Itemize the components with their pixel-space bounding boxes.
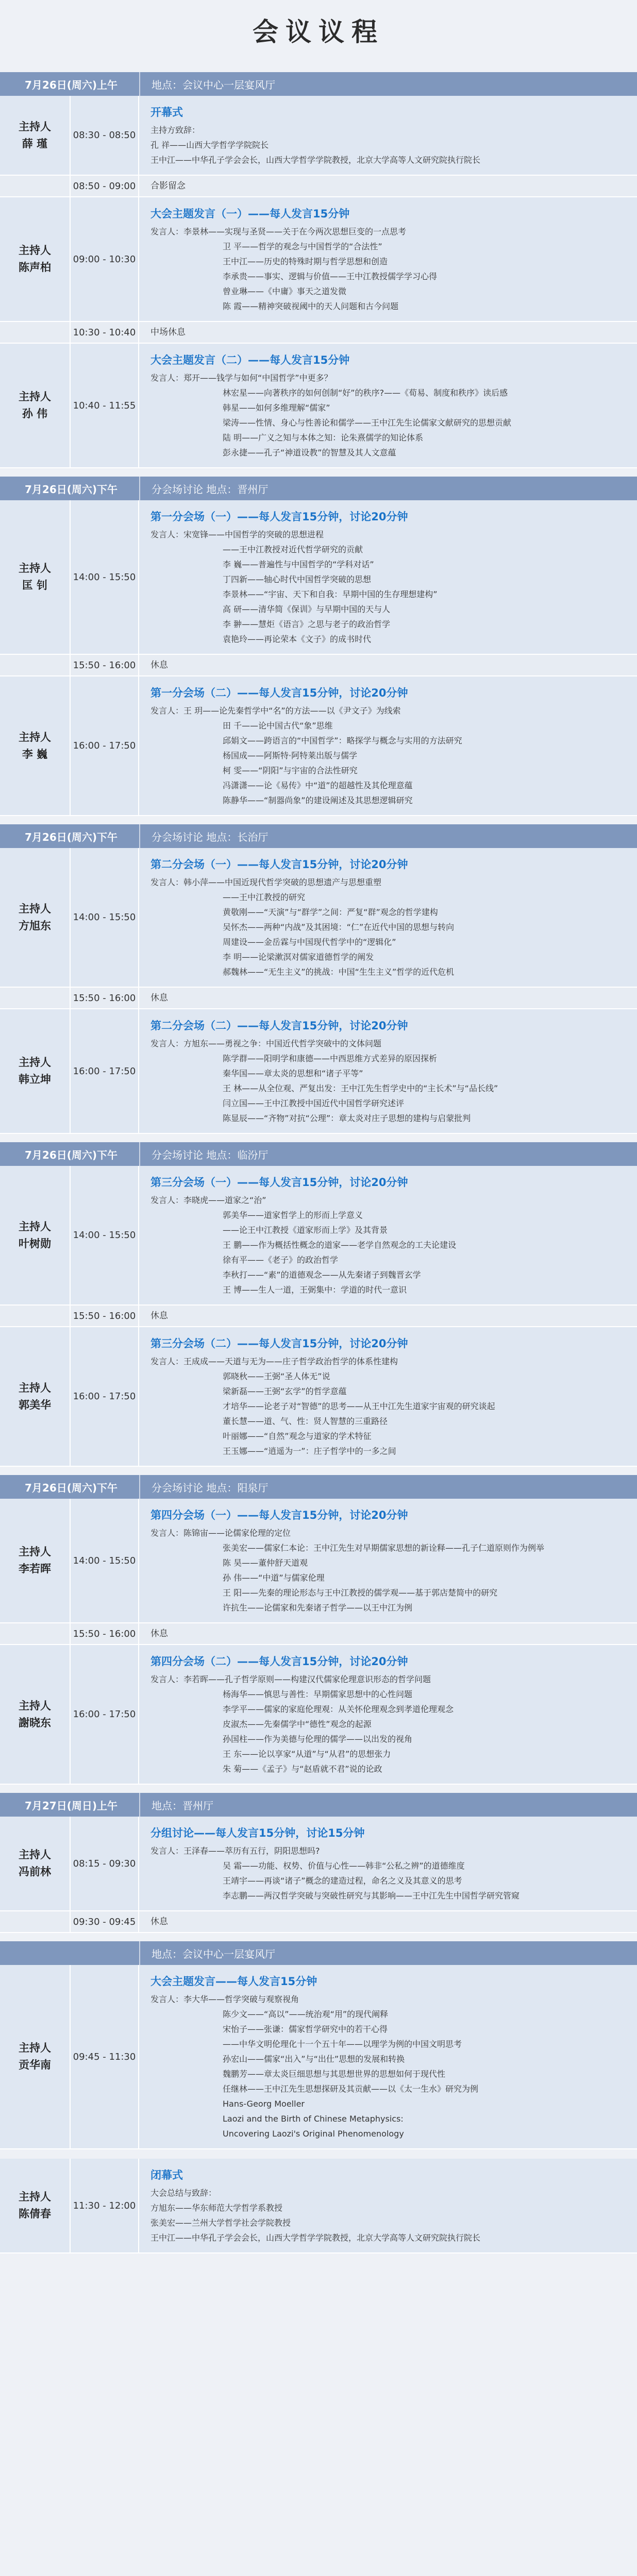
speaker-line: 王 博——生人一道，王弼集中：学道的时代一意识 [223,1285,407,1295]
time-cell: 16:00 - 17:50 [70,1645,139,1784]
day-header [0,1941,637,1965]
host-label: 主持人 [19,1699,51,1712]
speaker-line: 发言人：郑开——钱学与如何“中国哲学”中更多？ [150,373,332,383]
break-row [0,322,637,344]
speaker-line: 郭美华——道家哲学上的形而上学意义 [223,1210,363,1220]
time-cell: 11:30 - 12:00 [70,2159,139,2252]
session-row [0,197,637,322]
speaker-line: 发言人：李晓虎——道家之“治” [150,1195,266,1205]
speaker-line: ——王中江教授的研究 [223,892,306,902]
host-cell [0,1009,70,1133]
host-name: 薛 瑾 [22,137,48,150]
speaker-line: 杨国成——阿斯特·阿特莱出版与儒学 [223,751,358,760]
speaker-line: 郭晓秋——王弼“圣人体无”说 [223,1371,330,1381]
speaker-line: 陈少文——“高以”——统治观“用”的现代阐释 [223,2009,389,2019]
speaker-line: 发言人：陈锦宙——论儒家伦理的定位 [150,1528,291,1538]
day-venue: 分会场讨论 地点：阳泉厅 [139,1475,268,1499]
speaker-line: 孙宏山——儒家“出入”与“出仕”思想的发展和转换 [223,2054,405,2064]
speaker-line: 王靖宇——再谈“诸子”概念的建造过程，命名之义及其意义的思考 [223,1876,462,1886]
day-venue: 地点：晋州厅 [139,1793,213,1817]
speaker-line: 陈 霞——精神突破视阈中的天人问题和古今问题 [223,301,399,311]
speaker-line: 彭永捷——孔子“神道设教”的智慧及其人文意蕴 [223,448,396,457]
host-cell [0,1327,70,1466]
day-header [0,477,637,500]
host-label: 主持人 [19,1220,51,1233]
speaker-line: 卫 平——哲学的观念与中国哲学的“合法性” [223,242,382,251]
time-cell: 08:50 - 09:00 [70,176,139,196]
break-row [0,655,637,676]
session-title: 第四分会场（一）——每人发言15分钟，讨论20分钟 [150,1509,408,1521]
host-name: 陈倩春 [19,2208,51,2220]
session-title: 闭幕式 [150,2169,183,2181]
time-cell: 08:30 - 08:50 [70,96,139,175]
speaker-line: 任继林——王中江先生思想探研及其贡献——以《太一生水》研究为例 [223,2084,479,2094]
speaker-line: 邱娟文——跨语言的“中国哲学”：略探学与概念与实用的方法研究 [223,736,462,745]
day-section [0,1793,637,1933]
session-detail [139,500,637,654]
speaker-line: 陆 明——广义之知与本体之知：论朱熹儒学的知论体系 [223,433,424,443]
day-section [0,1475,637,1785]
day-date: 7月27日(周日)上午 [25,1799,118,1812]
speaker-line: 郝魏林——“无生主义”的挑战：中国“生生主义”哲学的近代危机 [223,967,455,977]
break-row [0,1623,637,1645]
speaker-line: ——王中江教授对近代哲学研究的贡献 [223,545,363,554]
speaker-line: 方旭东——华东师范大学哲学系教授 [150,2203,283,2213]
session-title: 第一分会场（二）——每人发言15分钟，讨论20分钟 [150,687,408,699]
break-row [0,988,637,1009]
spacer [0,2149,637,2159]
host-cell-empty [0,655,70,675]
day-date: 7月26日(周六)下午 [25,483,118,496]
session-detail [139,1009,637,1133]
speaker-line: Laozi and the Birth of Chinese Metaphysics: [223,2114,404,2124]
host-name: 李若晖 [19,1563,51,1575]
host-name: 冯前林 [19,1866,51,1878]
day-header [0,1475,637,1499]
break-row [0,176,637,197]
host-label: 主持人 [19,1381,51,1394]
session-row [0,1645,637,1785]
speaker-line: 梁新磊——王弼“玄学”的哲学意蕴 [223,1386,347,1396]
speaker-line: 发言人：王 玥——论先秦哲学中“名”的方法——以《尹文子》为线索 [150,706,401,716]
session-row [0,500,637,655]
host-label: 主持人 [19,562,51,575]
speaker-line: 袁艳玲——再论荣本《文子》的成书时代 [223,634,372,644]
break-label: 休息 [150,1628,168,1639]
speaker-line: 高 研——清华简《保训》与早期中国的天与人 [223,604,391,614]
host-cell [0,1965,70,2148]
day-venue: 地点：会议中心一层宴风厅 [139,72,275,96]
time-cell: 14:00 - 15:50 [70,1499,139,1622]
host-name: 謝晓东 [19,1716,51,1729]
speaker-line: 主持方致辞： [150,125,200,135]
day-date: 7月26日(周六)下午 [25,1481,118,1494]
break-row [0,1306,637,1327]
break-label: 合影留念 [150,180,186,191]
speaker-line: 闫立国——王中江教授中国近代中国哲学研究述评 [223,1098,405,1108]
speaker-line: 王中江——中华孔子学会会长，山西大学哲学学院教授，北京大学高等人文研究院执行院长 [150,155,481,165]
host-cell [0,848,70,987]
speaker-line: 陈 昊——董仲舒天道观 [223,1558,308,1568]
session-row [0,2159,637,2253]
session-title: 大会主题发言（一）——每人发言15分钟 [150,208,350,220]
break-row [0,1911,637,1933]
speaker-line: 李志鹏——两汉哲学突破与突破性研究与其影响——王中江先生中国哲学研究管窥 [223,1891,520,1901]
session-detail [139,1499,637,1622]
host-name: 陈声柏 [19,261,51,274]
host-label: 主持人 [19,1849,51,1861]
time-cell: 09:45 - 11:30 [70,1965,139,2148]
host-cell [0,1817,70,1910]
host-label: 主持人 [19,2042,51,2055]
session-detail [139,197,637,321]
speaker-line: 李秋打——“素”的道德观念——从先秦诸子到魏晋玄学 [223,1270,421,1280]
session-title: 大会主题发言（二）——每人发言15分钟 [150,354,350,366]
time-cell: 15:50 - 16:00 [70,655,139,675]
speaker-line: 孙国柱——作为美德与伦理的儒学——以出发的视角 [223,1734,413,1744]
speaker-line: 陈显辰——“齐物”对抗“公理”：章太炎对庄子思想的建构与启蒙批判 [223,1113,471,1123]
speaker-line: 宋怡子——张谦：儒家哲学研究中的若干心得 [223,2024,388,2034]
host-name: 匡 钊 [22,579,48,591]
session-title: 开幕式 [150,106,183,118]
session-title: 第三分会场（一）——每人发言15分钟，讨论20分钟 [150,1176,408,1189]
time-cell: 15:50 - 16:00 [70,1306,139,1326]
host-cell-empty [0,1306,70,1326]
speaker-line: 李学平——儒家的家庭伦理观：从关怀伦理观念到孝道伦理观念 [223,1704,454,1714]
time-cell: 10:30 - 10:40 [70,322,139,343]
speaker-line: 秦华国——章太炎的思想和“诸子平等” [223,1069,363,1078]
session-detail [139,2159,637,2252]
break-label: 休息 [150,992,168,1003]
session-row [0,96,637,176]
session-title: 第二分会场（二）——每人发言15分钟，讨论20分钟 [150,1020,408,1032]
session-detail [139,848,637,987]
time-cell: 16:00 - 17:50 [70,676,139,815]
host-cell [0,676,70,815]
speaker-line: 李 翀——慧炬《语言》之思与老子的政治哲学 [223,619,391,629]
time-cell: 14:00 - 15:50 [70,848,139,987]
speaker-line: 大会总结与致辞： [150,2188,217,2198]
host-cell [0,1499,70,1622]
speaker-line: 孙 伟——“中道”与儒家伦理 [223,1573,325,1583]
time-cell: 16:00 - 17:50 [70,1009,139,1133]
host-cell-empty [0,322,70,343]
speaker-line: 王 东——论以享家“从道”与“从君”的思想张力 [223,1749,391,1759]
speaker-line: 韩星——如何多维理解“儒家” [223,403,330,413]
time-cell: 10:40 - 11:55 [70,344,139,467]
speaker-line: 发言人：宋宽锋——中国哲学的突破的思想进程 [150,530,324,539]
speaker-line: 吴 霜——功能、权势、价值与心性——韩非“公私之辨”的道德维度 [223,1861,465,1871]
day-section [0,72,637,468]
day-section [0,1941,637,2253]
host-cell [0,500,70,654]
time-cell: 14:00 - 15:50 [70,500,139,654]
speaker-line: 发言人：韩小萍——中国近现代哲学突破的思想遗产与思想重塑 [150,877,382,887]
session-detail [139,1327,637,1466]
host-cell [0,344,70,467]
speaker-line: 才培华——论老子对“智德”的思考——从王中江先生道家宇宙观的研究谈起 [223,1401,495,1411]
day-header [0,824,637,848]
host-label: 主持人 [19,731,51,743]
break-label: 中场休息 [150,327,186,337]
speaker-line: 董长慧——道、气、性：贤人智慧的三重路径 [223,1416,388,1426]
host-label: 主持人 [19,2191,51,2204]
speaker-line: 叶丽娜——“自然”观念与道家的学术特征 [223,1431,372,1441]
speaker-line: 皮淑杰——先秦儒学中“德性”观念的起源 [223,1719,372,1729]
host-name: 郭美华 [19,1398,51,1411]
speaker-line: 杨海华——慎思与善性：早期儒家思想中的心性问题 [223,1689,413,1699]
host-cell-empty [0,1623,70,1644]
day-venue: 分会场讨论 地点：临汾厅 [139,1142,268,1166]
host-cell [0,96,70,175]
time-cell: 09:00 - 10:30 [70,197,139,321]
speaker-line: 孔 祥——山西大学哲学学院院长 [150,140,269,150]
speaker-line: 王 林——从全位观、严复出发：王中江先生哲学史中的“主长术”与“品长线” [223,1083,498,1093]
host-name: 李 巍 [22,748,48,760]
day-venue: 分会场讨论 地点：长治厅 [139,824,268,848]
speaker-line: 发言人：李若晖——孔子哲学原则——构建汉代儒家伦理意识形态的哲学问题 [150,1674,431,1684]
session-title: 分组讨论——每人发言15分钟，讨论15分钟 [150,1827,365,1839]
host-label: 主持人 [19,1546,51,1558]
day-section [0,824,637,1134]
speaker-line: 张美宏——兰州大学哲学社会学院教授 [150,2218,291,2228]
session-detail [139,1166,637,1304]
speaker-line: 陈学群——阳明学和康德——中西思维方式差异的原因探析 [223,1054,438,1063]
break-label: 休息 [150,1310,168,1321]
day-header [0,1142,637,1166]
speaker-line: 王 鹏——作为概括性概念的道家——老学自然观念的工夫论建设 [223,1240,457,1250]
speaker-line: Uncovering Laozi's Original Phenomenology [223,2129,404,2139]
page-title: 会议议程 [253,17,384,47]
host-name: 方旭东 [19,919,51,932]
day-section [0,477,637,816]
session-row [0,1166,637,1306]
host-label: 主持人 [19,120,51,133]
session-detail [139,1965,637,2148]
session-row [0,1499,637,1623]
host-cell-empty [0,988,70,1008]
session-title: 第三分会场（二）——每人发言15分钟，讨论20分钟 [150,1337,408,1350]
speaker-line: 李承贵——事实、逻辑与价值——王中江教授儒学学习心得 [223,272,438,281]
speaker-line: 丁四新——轴心时代中国哲学突破的思想 [223,574,372,584]
host-cell [0,197,70,321]
host-cell-empty [0,176,70,196]
speaker-line: 王玉娜——“逍遥为一”：庄子哲学中的一多之间 [223,1446,396,1456]
time-cell: 08:15 - 09:30 [70,1817,139,1910]
session-row [0,848,637,988]
break-label: 休息 [150,1916,168,1927]
speaker-line: ——论王中江教授《道家形而上学》及其背景 [223,1225,388,1235]
day-date: 7月26日(周六)下午 [25,1148,118,1161]
speaker-line: 徐有平——《老子》的政治哲学 [223,1255,339,1265]
session-row [0,1009,637,1134]
host-cell [0,1645,70,1784]
host-label: 主持人 [19,1056,51,1069]
session-row [0,344,637,468]
speaker-line: 林宏星——向著秩序的如何创制“好”的秩序?——《荀易、制度和秩序》读后感 [223,388,508,398]
speaker-line: 发言人：王泽春——萃历有五行，阴阳思想吗? [150,1846,320,1856]
host-name: 贡华南 [19,2059,51,2071]
speaker-line: 王中江——中华孔子学会会长，山西大学哲学学院教授，北京大学高等人文研究院执行院长 [150,2233,481,2243]
day-header [0,1793,637,1817]
session-detail [139,1645,637,1784]
speaker-line: 张美宏——儒家仁本论：王中江先生对早期儒家思想的新诠释——孔子仁道原则作为例举 [223,1543,545,1553]
speaker-line: 陈静华——“制器尚象”的建设阐述及其思想逻辑研究 [223,795,413,805]
host-cell [0,1166,70,1304]
speaker-line: 发言人：李景林——实现与圣贤——关于在今两次思想巨变的一点思考 [150,227,407,236]
speaker-line: 李 明——论梁漱溟对儒家道德哲学的阐发 [223,952,374,962]
time-cell: 15:50 - 16:00 [70,988,139,1008]
speaker-line: 田 千——论中国古代“象”思维 [223,721,333,731]
speaker-line: 李景林——“宇宙、天下和自我：早期中国的生存理想建构” [223,589,438,599]
session-row [0,1817,637,1911]
speaker-line: Hans-Georg Moeller [223,2099,305,2109]
speaker-line: 魏鹏芳——章太炎巨细思想与其思想世界的思想如何于现代性 [223,2069,446,2079]
host-label: 主持人 [19,391,51,403]
session-detail [139,96,637,175]
session-title: 第二分会场（一）——每人发言15分钟，讨论20分钟 [150,858,408,871]
host-label: 主持人 [19,244,51,257]
session-detail [139,1817,637,1910]
session-row [0,1327,637,1467]
day-date: 7月26日(周六)上午 [25,78,118,91]
day-venue: 地点：会议中心一层宴风厅 [139,1941,275,1965]
time-cell: 15:50 - 16:00 [70,1623,139,1644]
speaker-line: 发言人：王成成——天道与无为——庄子哲学政治哲学的体系性建构 [150,1357,398,1366]
speaker-line: 王 阳——先秦的理论形态与王中江教授的儒学观——基于郭店楚简中的研究 [223,1588,498,1598]
session-detail [139,676,637,815]
session-row [0,676,637,816]
speaker-line: 发言人：李大华——哲学突破与观察视角 [150,1994,299,2004]
host-name: 韩立坤 [19,1073,51,1086]
day-venue: 分会场讨论 地点：晋州厅 [139,477,268,500]
speaker-line: 周建设——金岳霖与中国现代哲学中的“逻辑化” [223,937,396,947]
host-label: 主持人 [19,902,51,915]
session-title: 大会主题发言——每人发言15分钟 [150,1975,317,1988]
speaker-line: 黄敬刚——“天演”与“群学”之间：严复“群”观念的哲学建构 [223,907,438,917]
speaker-line: 吴怀杰——两种“内战”及其困境：“仁”在近代中国的思想与转向 [223,922,455,932]
speaker-line: 发言人：方旭东——勇视之争：中国近代哲学突破中的文体问题 [150,1039,382,1048]
host-name: 孙 伟 [22,408,48,420]
speaker-line: 柯 雯——“阴阳”与宇宙的合法性研究 [223,766,358,775]
host-cell [0,2159,70,2252]
host-cell-empty [0,1911,70,1932]
host-name: 叶树勋 [19,1237,51,1250]
day-section [0,1142,637,1467]
agenda [0,72,637,2253]
speaker-line: 李 巍——普遍性与中国哲学的“学科对话” [223,560,374,569]
time-cell: 16:00 - 17:50 [70,1327,139,1466]
day-header [0,72,637,96]
break-label: 休息 [150,659,168,670]
speaker-line: ——中华文明伦理化十一个五十年——以理学为例的中国文明思考 [223,2039,462,2049]
time-cell: 09:30 - 09:45 [70,1911,139,1932]
speaker-line: 梁涛——性情、身心与性善论和儒学——王中江先生论儒家文献研究的思想贡献 [223,418,512,428]
session-title: 第四分会场（二）——每人发言15分钟，讨论20分钟 [150,1655,408,1668]
session-row [0,1965,637,2149]
session-title: 第一分会场（一）——每人发言15分钟，讨论20分钟 [150,511,408,523]
day-date: 7月26日(周六)下午 [25,831,118,843]
speaker-line: 曾业琳——《中庸》事天之道发微 [223,286,347,296]
session-detail [139,344,637,467]
speaker-line: 朱 菊——《孟子》与“赵盾就不君”说的论政 [223,1764,382,1774]
time-cell: 14:00 - 15:50 [70,1166,139,1304]
speaker-line: 王中江——历史的特殊时期与哲学思想和创造 [223,257,388,266]
speaker-line: 冯潇潇——论《易传》中“道”的超越性及其伦理意蕴 [223,781,413,790]
speaker-line: 许抗生——论儒家和先秦诸子哲学——以王中江为例 [223,1603,413,1613]
